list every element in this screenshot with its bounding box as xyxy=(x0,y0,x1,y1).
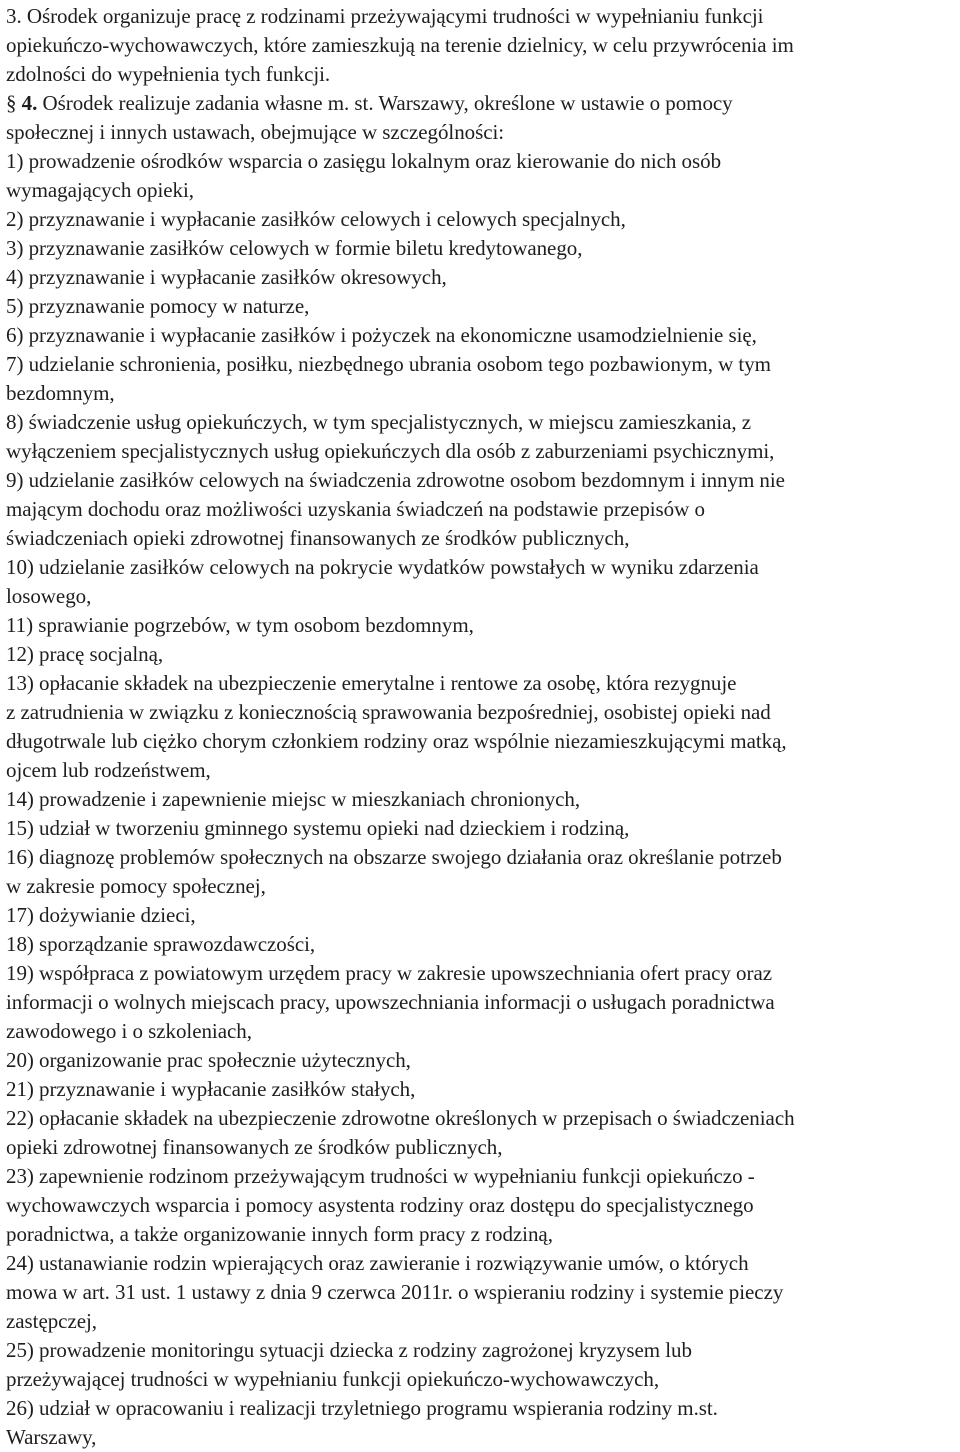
list-item-10: 10) udzielanie zasiłków celowych na pokrycie wydatków powstałych w wyniku zdarzenia losowego, xyxy=(6,555,759,608)
list-item-13: 13) opłacanie składek na ubezpieczenie emerytalne i rentowe za osobę, która rezygnuje z zatrudnienia w związku z koniecznością sprawowania bezpośredniej, osobistej opieki nad długotrwale lub ciężko chorym członkiem rodziny oraz wspólnie niezamieszkującymi matką, ojcem lub rodzeństwem, xyxy=(6,671,787,782)
list-item-26: 26) udział w opracowaniu i realizacji trzyletniego programu wspierania rodziny m.st. Warszawy, xyxy=(6,1396,718,1449)
list-item-3: 3) przyznawanie zasiłków celowych w formie biletu kredytowanego, xyxy=(6,236,583,260)
list-item-4: 4) przyznawanie i wypłacanie zasiłków okresowych, xyxy=(6,265,447,289)
list-item-6: 6) przyznawanie i wypłacanie zasiłków i pożyczek na ekonomiczne usamodzielnienie się, xyxy=(6,323,757,347)
list-item-7: 7) udzielanie schronienia, posiłku, niezbędnego ubrania osobom tego pozbawionym, w tym bezdomnym, xyxy=(6,352,771,405)
list-item-17: 17) dożywianie dzieci, xyxy=(6,903,196,927)
list-item-23: 23) zapewnienie rodzinom przeżywającym trudności w wypełnianiu funkcji opiekuńczo - wychowawczych wsparcia i pomocy asystenta rodziny oraz dostępu do specjalistycznego poradnictwa, a także organizowanie innych form pracy z rodziną, xyxy=(6,1164,755,1246)
document-page xyxy=(6,2,954,1452)
list-item-2: 2) przyznawanie i wypłacanie zasiłków celowych i celowych specjalnych, xyxy=(6,207,626,231)
list-item-8: 8) świadczenie usług opiekuńczych, w tym specjalistycznych, w miejscu zamieszkania, z wyłączeniem specjalistycznych usług opiekuńczych dla osób z zaburzeniami psychicznymi, xyxy=(6,410,775,463)
list-item-16: 16) diagnozę problemów społecznych na obszarze swojego działania oraz określanie potrzeb w zakresie pomocy społecznej, xyxy=(6,845,782,898)
list-item-15: 15) udział w tworzeniu gminnego systemu opieki nad dzieckiem i rodziną, xyxy=(6,816,630,840)
list-item-24: 24) ustanawianie rodzin wpierających oraz zawieranie i rozwiązywanie umów, o których mowa w art. 31 ust. 1 ustawy z dnia 9 czerwca 2011r. o wspieraniu rodziny i systemie pieczy zastępczej, xyxy=(6,1251,784,1333)
list-item-14: 14) prowadzenie i zapewnienie miejsc w mieszkaniach chronionych, xyxy=(6,787,581,811)
list-item-9: 9) udzielanie zasiłków celowych na świadczenia zdrowotne osobom bezdomnym i innym nie mającym dochodu oraz możliwości uzyskania świadczeń na podstawie przepisów o świadczeniach opieki zdrowotnej finansowanych ze środków publicznych, xyxy=(6,468,785,550)
list-item-5: 5) przyznawanie pomocy w naturze, xyxy=(6,294,310,318)
section-4-intro xyxy=(6,89,954,147)
list-item-21: 21) przyznawanie i wypłacanie zasiłków stałych, xyxy=(6,1077,416,1101)
paragraph-3: 3. Ośrodek organizuje pracę z rodzinami przeżywającymi trudności w wypełnianiu funkcji opiekuńczo-wychowawczych, które zamieszkują na terenie dzielnicy, w celu przywrócenia im zdolności do wypełnienia tych funkcji. xyxy=(6,4,794,86)
list-item-18: 18) sporządzanie sprawozdawczości, xyxy=(6,932,316,956)
section-4-text: Ośrodek realizuje zadania własne m. st. Warszawy, określone w ustawie o pomocy społecznej i innych ustawach, obejmujące w szczególności: xyxy=(6,91,733,144)
list-item-25: 25) prowadzenie monitoringu sytuacji dziecka z rodziny zagrożonej kryzysem lub przeżywającej trudności w wypełnianiu funkcji opiekuńczo-wychowawczych, xyxy=(6,1338,692,1391)
section-mark: § xyxy=(6,91,22,115)
list-item-1: 1) prowadzenie ośrodków wsparcia o zasięgu lokalnym oraz kierowanie do nich osób wymagających opieki, xyxy=(6,149,722,202)
list-item-12: 12) pracę socjalną, xyxy=(6,642,164,666)
list-item-19: 19) współpraca z powiatowym urzędem pracy w zakresie upowszechniania ofert pracy oraz informacji o wolnych miejscach pracy, upowszechniania informacji o usługach poradnictwa zawodowego i o szkoleniach, xyxy=(6,961,775,1043)
section-number: 4. xyxy=(21,91,38,115)
task-list xyxy=(6,147,954,1452)
list-item-11: 11) sprawianie pogrzebów, w tym osobom bezdomnym, xyxy=(6,613,474,637)
list-item-22: 22) opłacanie składek na ubezpieczenie zdrowotne określonych w przepisach o świadczeniach opieki zdrowotnej finansowanych ze środków publicznych, xyxy=(6,1106,795,1159)
list-item-20: 20) organizowanie prac społecznie użytecznych, xyxy=(6,1048,411,1072)
